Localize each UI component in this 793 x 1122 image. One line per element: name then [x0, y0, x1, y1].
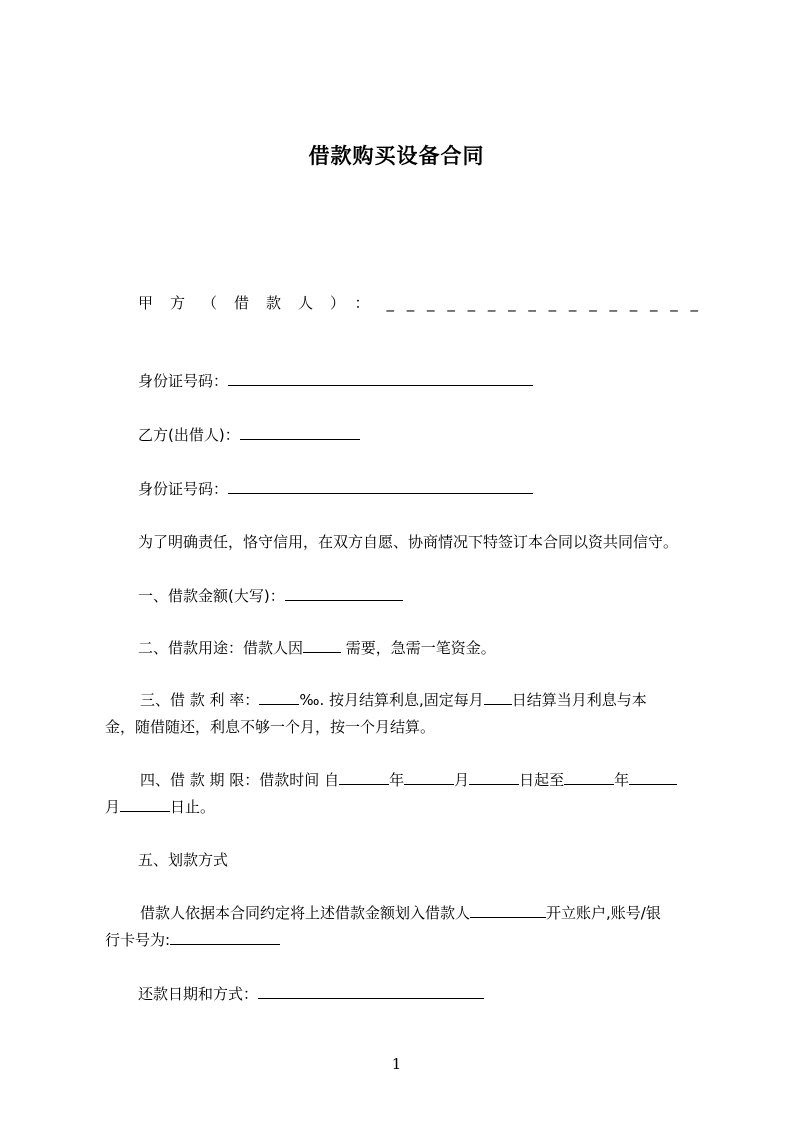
- document-title: 借款购买设备合同: [308, 144, 485, 168]
- clause-4-line-2-month: 月: [105, 798, 121, 816]
- page-number: 1: [391, 1055, 402, 1073]
- clause-1-blank: [285, 585, 403, 601]
- party-a-line: [138, 292, 703, 314]
- id-a-label: 身份证号码：: [138, 372, 229, 390]
- clause-4-day-blank: [469, 769, 519, 785]
- id-b-label: 身份证号码：: [138, 480, 229, 498]
- clause-4-line-2: [105, 796, 215, 818]
- clause-5-line-1: [140, 902, 661, 924]
- id-a-line: [138, 370, 533, 392]
- id-a-blank: [228, 370, 533, 386]
- party-a-label: 甲方（借款人）：: [138, 294, 387, 312]
- clause-5-line-2: [105, 929, 280, 951]
- clause-3-day-blank: [484, 689, 512, 705]
- clause-4-month-blank: [404, 769, 454, 785]
- id-b-blank: [228, 478, 533, 494]
- repayment-label: 还款日期和方式：: [138, 985, 259, 1003]
- clause-4-day2-blank: [120, 796, 170, 812]
- clause-3-line-2: 金，随借随还，利息不够一个月，按一个月结算。: [105, 718, 436, 736]
- clause-4-year-blank: [339, 769, 389, 785]
- preamble: 为了明确责任，恪守信用，在双方自愿、协商情况下特签订本合同以资共同信守。: [138, 533, 679, 551]
- clause-2: [138, 637, 496, 659]
- clause-4-day-from: 日起至: [519, 771, 565, 789]
- party-a-blank: _ _ _ _ _ _ _ _ _ _ _ _ _ _ _ _: [386, 294, 703, 312]
- clause-2-suffix: 需要，急需一笔资金。: [341, 639, 496, 657]
- clause-5-text-prefix: 借款人依据本合同约定将上述借款金额划入借款人: [140, 904, 471, 922]
- clause-5-line-2-label: 行卡号为:: [105, 931, 171, 949]
- party-b-blank: [240, 424, 360, 440]
- clause-3-prefix: 三、借 款 利 率：: [140, 691, 260, 709]
- clause-3-line-1: [140, 689, 702, 711]
- clause-4-line-1: [140, 769, 677, 791]
- clause-4-prefix: 四、借 款 期 限：借款时间 自: [140, 771, 340, 789]
- clause-4-year2-blank: [564, 769, 614, 785]
- clause-4-line-2-end: 日止。: [170, 798, 216, 816]
- clause-2-prefix: 二、借款用途：借款人因: [138, 639, 304, 657]
- party-b-line: [138, 424, 360, 446]
- clause-2-blank: [303, 637, 341, 653]
- clause-4-month2-blank: [629, 769, 677, 785]
- repayment-line: [138, 983, 484, 1005]
- clause-1-label: 一、借款金额(大写)：: [138, 587, 285, 605]
- clause-4-month: 月: [454, 771, 470, 789]
- party-b-label: 乙方(出借人)：: [138, 426, 240, 444]
- clause-3-rate-blank: [259, 689, 299, 705]
- id-b-line: [138, 478, 533, 500]
- clause-4-year2: 年: [614, 771, 630, 789]
- clause-5-account-blank: [470, 902, 546, 918]
- clause-5-card-blank: [170, 929, 280, 945]
- repayment-blank: [258, 983, 484, 999]
- clause-4-year: 年: [389, 771, 405, 789]
- clause-5-heading: 五、划款方式: [138, 851, 229, 869]
- clause-3-suffix: ‰. 按月结算利息,固定每月: [299, 691, 484, 709]
- clause-5-text-suffix: 开立账户,账号/银: [546, 904, 661, 922]
- clause-3-suffix-2: 日结算当月利息与本: [511, 691, 647, 709]
- clause-1: [138, 585, 403, 607]
